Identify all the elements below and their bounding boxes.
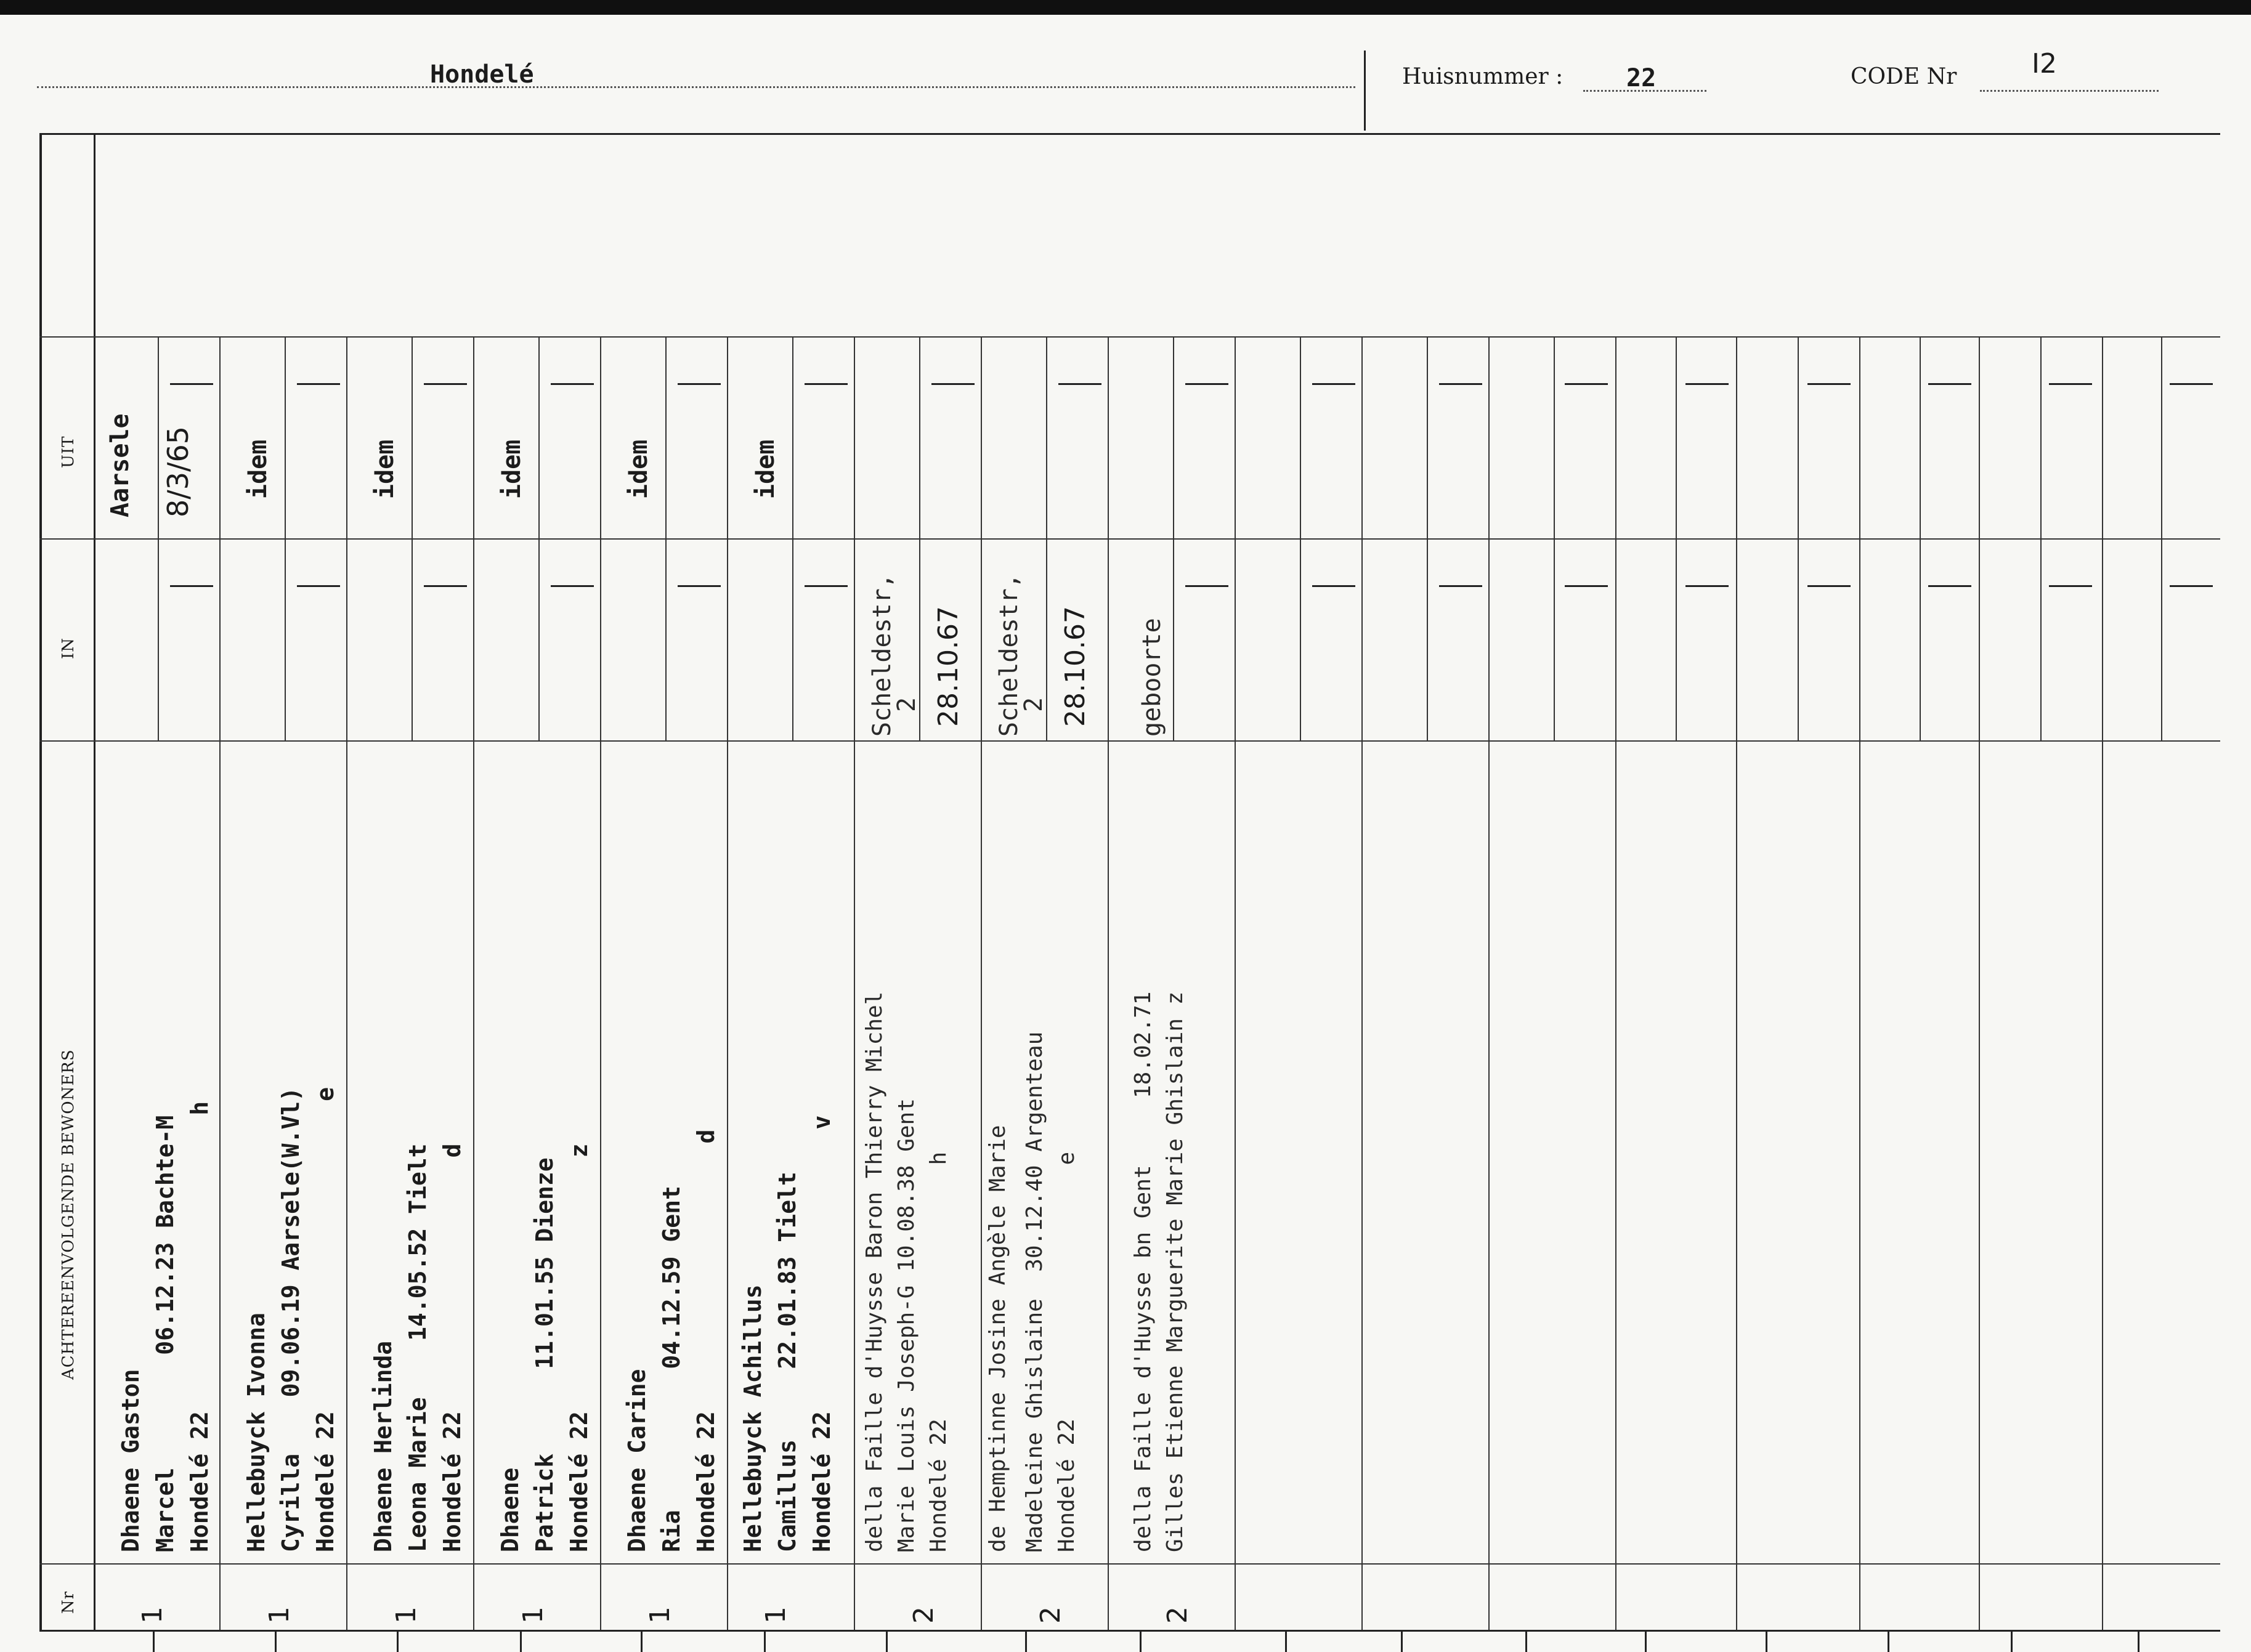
sub-divider <box>1046 336 1047 740</box>
resident-given-birth: Camillus 22.01.83 Tielt <box>774 1172 801 1552</box>
blank-dash <box>297 383 340 385</box>
uit-row-top <box>39 336 2220 338</box>
resident-given-birth: Marcel 06.12.23 Bachte-M <box>152 1115 179 1552</box>
code-value: I2 <box>2032 48 2057 79</box>
house-number-dotted-line <box>1583 90 1706 92</box>
resident-address: Hondelé 22 e <box>312 1087 339 1552</box>
resident-name: Dhaene Carine <box>623 1369 651 1552</box>
resident-nr: 2 <box>1035 1606 1066 1624</box>
sub-divider <box>919 336 920 740</box>
bottom-tick <box>641 1630 643 1652</box>
sub-divider <box>412 336 413 740</box>
resident-name: Hellebuyck Achillus <box>739 1284 766 1552</box>
blank-dash <box>1185 383 1228 385</box>
scan-top-edge <box>0 0 2251 15</box>
bottom-tick <box>2011 1630 2013 1652</box>
resident-name: Dhaene Herlinda <box>370 1340 397 1552</box>
house-number-value: 22 <box>1626 64 1657 92</box>
blank-dash <box>805 585 848 587</box>
table-bottom-border <box>39 1630 2220 1632</box>
resident-given-birth: Marie Louis Joseph-G 10.08.38 Gent <box>894 1098 919 1552</box>
row-label-nr: Nr <box>59 1590 78 1614</box>
in-date: 28.10.67 <box>1060 606 1091 727</box>
in-place: Scheldestr, <box>995 573 1023 737</box>
sub-divider <box>2040 336 2042 740</box>
col-divider <box>1736 336 1737 1630</box>
resident-nr: 1 <box>760 1606 792 1624</box>
blank-dash <box>424 585 467 587</box>
blank-dash <box>1807 585 1851 587</box>
in-place: geboorte <box>1138 618 1166 737</box>
sub-divider <box>1676 336 1677 740</box>
header-divider <box>1364 51 1366 131</box>
blank-dash <box>1807 383 1851 385</box>
blank-dash <box>1565 383 1608 385</box>
col-divider <box>1108 336 1109 1630</box>
street-name: Hondelé <box>430 60 534 89</box>
blank-dash <box>1928 383 1971 385</box>
in-place: Scheldestr, <box>868 573 896 737</box>
uit-place: idem <box>498 439 526 499</box>
resident-name: della Faille d'Huysse bn Gent 18.02.71 <box>1130 991 1156 1552</box>
resident-nr: 2 <box>1162 1606 1193 1624</box>
in-date: 28.10.67 <box>933 606 964 727</box>
row-label-bewoners: ACHTEREENVOLGENDE BEWONERS <box>59 1049 78 1380</box>
sub-divider <box>1173 336 1174 740</box>
resident-address: Hondelé 22 d <box>692 1129 720 1552</box>
blank-dash <box>170 585 213 587</box>
resident-given-birth: Madeleine Ghislaine 30.12.40 Argenteau <box>1022 1031 1047 1552</box>
uit-place: idem <box>244 439 272 499</box>
col-divider <box>473 336 474 1630</box>
bottom-tick <box>397 1630 399 1652</box>
sub-divider <box>1300 336 1301 740</box>
resident-given-birth: Patrick 11.01.55 Dienze <box>531 1157 558 1552</box>
col-divider <box>1361 336 1363 1630</box>
resident-nr: 1 <box>137 1606 168 1624</box>
house-number-label: Huisnummer : <box>1402 64 1564 89</box>
resident-given-birth: Leona Marie 14.05.52 Tielt <box>404 1143 431 1552</box>
col-divider <box>1488 336 1490 1630</box>
uit-place: idem <box>752 439 780 499</box>
bottom-tick <box>886 1630 888 1652</box>
bottom-tick <box>2138 1630 2139 1652</box>
col-divider <box>1979 336 1980 1630</box>
col-divider <box>1235 336 1236 1630</box>
blank-dash <box>805 383 848 385</box>
resident-given-birth: Cyrilla 09.06.19 Aarsele(W.Vl) <box>277 1087 304 1552</box>
col-divider <box>600 336 601 1630</box>
resident-name: Dhaene <box>497 1467 524 1552</box>
resident-address: Hondelé 22 v <box>808 1115 835 1552</box>
bottom-tick <box>1888 1630 1889 1652</box>
blank-dash <box>424 383 467 385</box>
sub-divider <box>665 336 667 740</box>
col-divider <box>727 336 728 1630</box>
resident-address: Hondelé 22 d <box>439 1143 466 1552</box>
col-divider <box>1615 336 1616 1630</box>
resident-nr: 1 <box>517 1606 549 1624</box>
blank-dash <box>1685 383 1729 385</box>
sub-divider <box>158 336 159 740</box>
resident-nr: 2 <box>908 1606 939 1624</box>
bottom-tick <box>520 1630 522 1652</box>
uit-place: Aarsele <box>106 413 134 517</box>
in-bewoners-divider <box>39 740 2220 742</box>
resident-address: Hondelé 22 h <box>926 1151 951 1552</box>
blank-dash <box>678 585 721 587</box>
bottom-tick <box>153 1630 155 1652</box>
blank-dash <box>551 585 594 587</box>
row-label-uit: UIT <box>59 435 78 468</box>
table-top-border <box>39 133 2220 135</box>
bottom-tick <box>1766 1630 1767 1652</box>
blank-dash <box>1312 585 1355 587</box>
blank-dash <box>170 383 213 385</box>
blank-dash <box>1439 383 1482 385</box>
blank-dash <box>551 383 594 385</box>
uit-place: idem <box>625 439 653 499</box>
blank-dash <box>931 383 975 385</box>
bottom-tick <box>1025 1630 1027 1652</box>
col-divider <box>346 336 347 1630</box>
sub-divider <box>538 336 540 740</box>
blank-dash <box>1928 585 1971 587</box>
resident-address: Hondelé 22 z <box>566 1143 593 1552</box>
resident-nr: 1 <box>264 1606 295 1624</box>
resident-address: Hondelé 22 e <box>1054 1151 1079 1552</box>
bottom-tick <box>764 1630 766 1652</box>
resident-name: Hellebuyck Ivonna <box>243 1313 270 1552</box>
blank-dash <box>2049 383 2092 385</box>
resident-address: Hondelé 22 h <box>186 1101 213 1552</box>
bottom-tick <box>1401 1630 1403 1652</box>
resident-nr: 1 <box>644 1606 676 1624</box>
code-label: CODE Nr <box>1851 64 1957 89</box>
blank-dash <box>2170 585 2213 587</box>
bottom-tick <box>1525 1630 1527 1652</box>
resident-given-birth: Ria 04.12.59 Gent <box>658 1186 685 1552</box>
bottom-tick <box>275 1630 277 1652</box>
col-divider <box>854 336 855 1630</box>
blank-dash <box>1058 383 1101 385</box>
resident-name: della Faille d'Huysse Baron Thierry Michel <box>862 991 887 1552</box>
resident-name: de Hemptinne Josine Angèle Marie <box>985 1125 1010 1552</box>
col-divider <box>1859 336 1860 1630</box>
blank-dash <box>297 585 340 587</box>
uit-place: idem <box>371 439 399 499</box>
blank-dash <box>1439 585 1482 587</box>
code-dotted-line <box>1980 90 2159 92</box>
blank-dash <box>1185 585 1228 587</box>
sub-divider <box>1920 336 1921 740</box>
label-column-divider <box>94 133 95 1632</box>
in-place-number: 2 <box>893 697 921 712</box>
bewoners-nr-divider <box>39 1563 2220 1565</box>
bottom-tick <box>1285 1630 1287 1652</box>
sub-divider <box>1798 336 1799 740</box>
sub-divider <box>1427 336 1428 740</box>
resident-name: Dhaene Gaston <box>117 1369 144 1552</box>
resident-nr: 1 <box>391 1606 422 1624</box>
sub-divider <box>285 336 286 740</box>
blank-dash <box>678 383 721 385</box>
uit-date: 8/3/65 <box>161 426 195 517</box>
col-divider <box>219 336 221 1630</box>
uit-in-divider <box>39 538 2220 540</box>
bottom-tick <box>1140 1630 1142 1652</box>
blank-dash <box>2049 585 2092 587</box>
street-dotted-line <box>37 86 1355 88</box>
col-divider <box>2102 336 2103 1630</box>
sub-divider <box>792 336 793 740</box>
in-place-number: 2 <box>1020 697 1048 712</box>
blank-dash <box>1685 585 1729 587</box>
resident-given-birth: Gilles Etienne Marguerite Marie Ghislain z <box>1162 991 1188 1552</box>
bottom-tick <box>1645 1630 1647 1652</box>
sub-divider <box>1554 336 1555 740</box>
blank-dash <box>1565 585 1608 587</box>
blank-dash <box>2170 383 2213 385</box>
row-label-in: IN <box>59 637 78 659</box>
sub-divider <box>2161 336 2162 740</box>
blank-dash <box>1312 383 1355 385</box>
table-left-border <box>39 133 42 1632</box>
